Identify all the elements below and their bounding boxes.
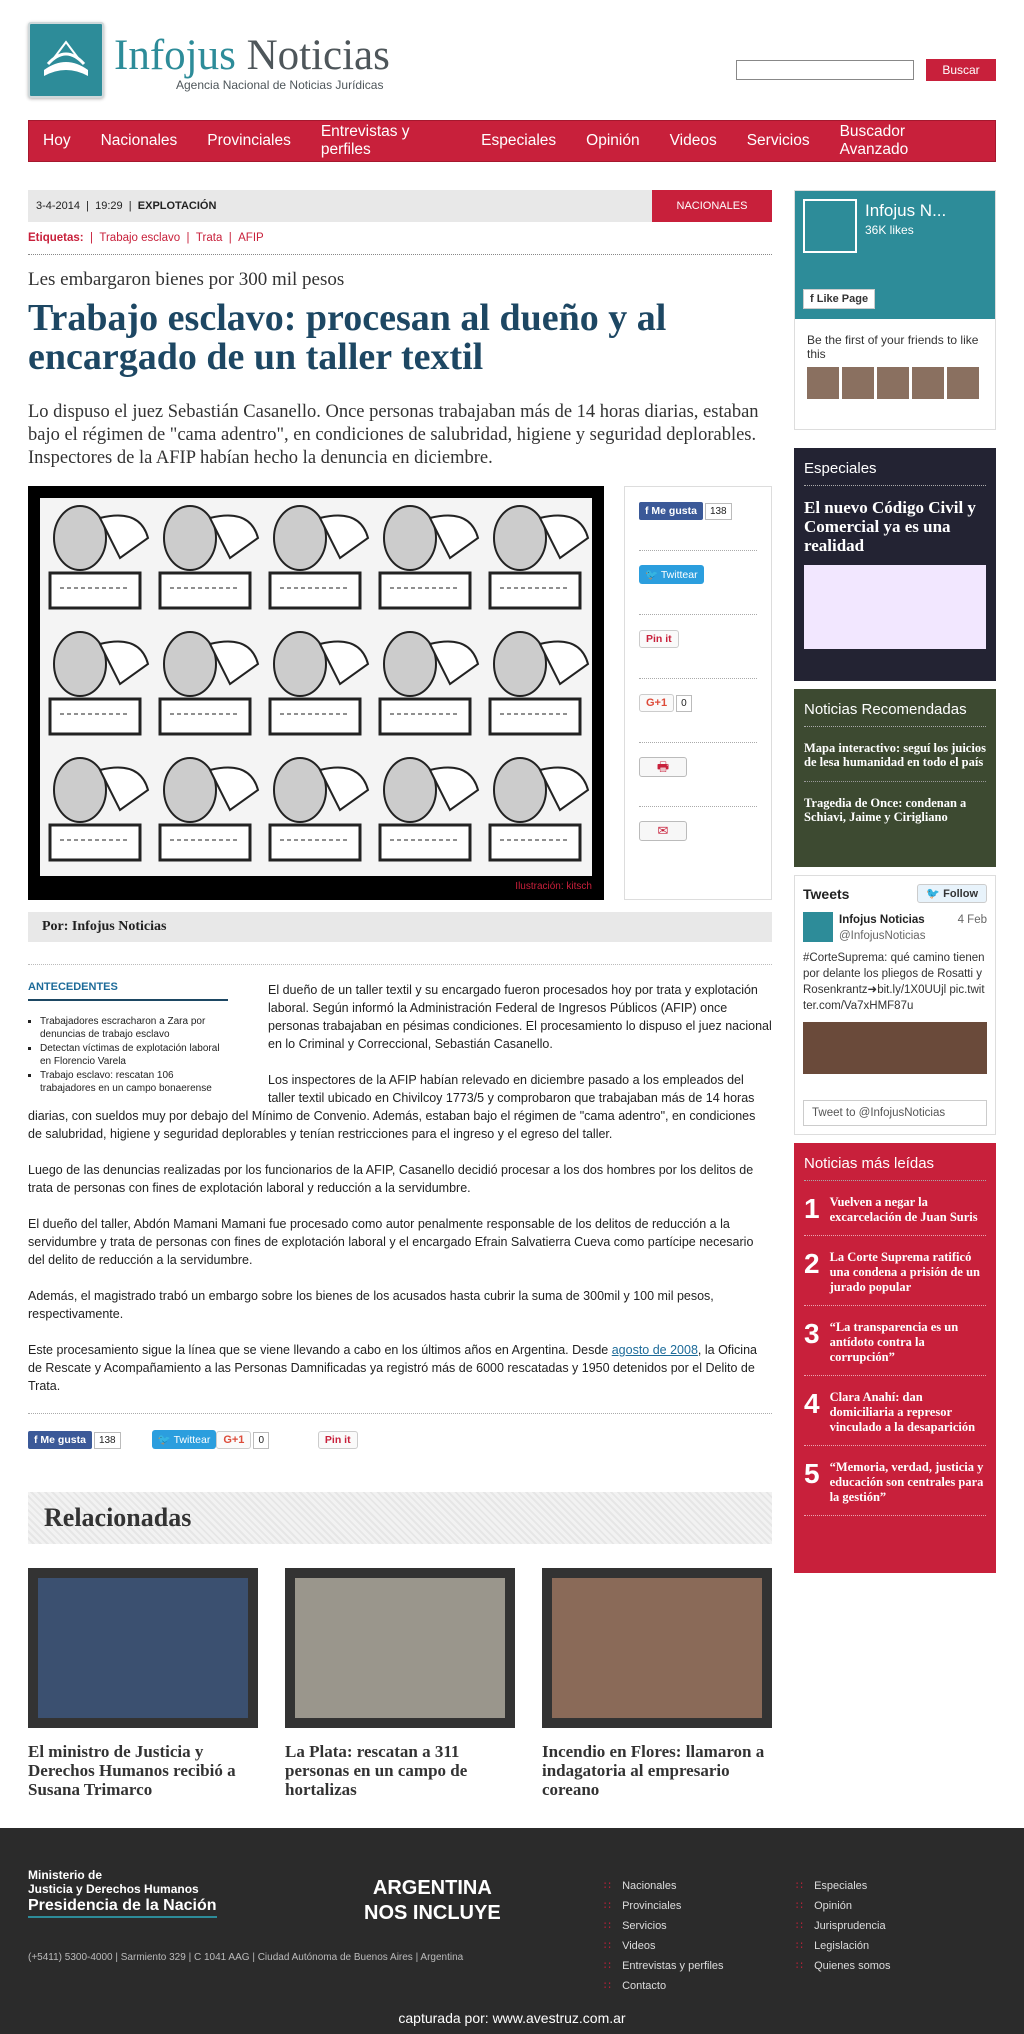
tag-link[interactable]: Trabajo esclavo <box>99 232 181 244</box>
share-column <box>624 486 772 900</box>
logo-book-icon[interactable] <box>28 22 104 98</box>
especiales-link[interactable]: El nuevo Código Civil y Comercial ya es una realidad <box>804 498 976 555</box>
footer-link[interactable]: ∷ Contacto <box>604 1976 724 1996</box>
rank-number: 2 <box>804 1248 820 1279</box>
footer-link[interactable]: ∷ Entrevistas y perfiles <box>604 1956 724 1976</box>
footer-link[interactable]: ∷ Opinión <box>796 1896 891 1916</box>
tags: Etiquetas: | Trabajo esclavo | Trata | AFIP <box>28 232 772 255</box>
article-media <box>28 486 772 902</box>
mas-leida-title: Clara Anahí: dan domiciliaria a represor vinculado a la desaparición <box>829 1390 976 1434</box>
tag-link[interactable]: AFIP <box>238 232 264 244</box>
especiales-image[interactable] <box>804 565 986 649</box>
nav-item[interactable]: Buscador Avanzado <box>839 123 909 158</box>
tweet-button[interactable]: 🐦 Twittear <box>639 565 704 584</box>
tweet-text: #CorteSuprema: qué camino tienen por delante los pliegos de Rosatti y Rosenkrantz➜bit.ly/1X0UUjl pic.twitter.com/Va7xHMF87u <box>803 952 985 1012</box>
capture-credit: capturada por: www.avestruz.com.ar <box>398 2010 626 2026</box>
twitter-follow-button[interactable]: 🐦 Follow <box>917 884 987 903</box>
twitter-widget <box>794 875 996 1135</box>
mas-leida-item[interactable] <box>804 1250 986 1306</box>
fb-friends-text: Be the first of your friends to like this <box>807 333 979 361</box>
footer-argentina-logo: ARGENTINA NOS INCLUYE <box>364 1877 501 1924</box>
article <box>28 190 772 1446</box>
footer-links <box>604 1876 724 1996</box>
footer-link[interactable]: ∷ Servicios <box>604 1916 724 1936</box>
fb-like-count: 36K likes <box>865 223 914 237</box>
mas-leida-item[interactable] <box>804 1390 986 1446</box>
paragraph: Luego de las denuncias realizadas por los funcionarios de la AFIP, Casanello decidió procesar a los dos hombres por los delitos de trata de personas con fines de explotación laboral y reducción a la servidumbre. <box>28 1163 754 1195</box>
pinterest-button[interactable]: Pin it <box>318 1431 358 1449</box>
rank-number: 3 <box>804 1318 820 1349</box>
article-kicker: Les embargaron bienes por 300 mil pesos <box>28 269 345 290</box>
related-item[interactable]: El ministro de Justicia y Derechos Humanos recibió a Susana Trimarco <box>28 1568 258 1799</box>
recomendadas-box <box>794 689 996 867</box>
nav-item[interactable]: Opinión <box>586 132 640 149</box>
facebook-like-button[interactable]: f Me gusta <box>639 502 703 520</box>
like-count: 138 <box>705 503 732 520</box>
footer-ministry-logo[interactable]: Ministerio de Justicia y Derechos Humanos Presidencia de la Nación <box>28 1868 217 1918</box>
related-item[interactable]: La Plata: rescatan a 311 personas en un campo de hortalizas <box>285 1568 515 1799</box>
article-lead: Lo dispuso el juez Sebastián Casanello. Once personas trabajaban más de 14 horas diarias, estaban bajo el régimen de "cama adentro", en condiciones de salubridad, higiene y seguridad deplorables. Inspectores de la AFIP habían hecho la denuncia en diciembre. <box>28 402 759 468</box>
photo-credit: Ilustración: kitsch <box>515 881 592 892</box>
pinterest-button[interactable]: Pin it <box>639 630 679 648</box>
plus-count: 0 <box>676 695 692 712</box>
facebook-widget <box>794 190 996 430</box>
nav-item[interactable]: Provinciales <box>207 132 291 149</box>
paragraph: Además, el magistrado trabó un embargo sobre los bienes de los acusados hasta cubrir la suma de 300mil y 100 mil pesos, respectivamente. <box>28 1289 714 1321</box>
footer-link[interactable]: ∷ Especiales <box>796 1876 891 1896</box>
footer-link[interactable]: ∷ Quienes somos <box>796 1956 891 1976</box>
antecedente-link[interactable]: ▪ Trabajadores escracharon a Zara por denuncias de trabajo esclavo <box>40 1015 228 1041</box>
site-header <box>28 22 996 102</box>
fb-page-name[interactable]: Infojus N... <box>865 201 947 220</box>
nav-item[interactable]: Especiales <box>481 132 557 149</box>
share-bar-bottom: f Me gusta 138 🐦 Twittear G+1 0 Pin it <box>28 1413 772 1437</box>
antecedente-link[interactable]: ▪ Detectan víctimas de explotación laboral en Florencio Varela <box>40 1042 228 1068</box>
tweet-input[interactable]: Tweet to @InfojusNoticias <box>803 1100 987 1126</box>
main-nav <box>28 120 996 162</box>
site-logo[interactable]: Infojus Noticias <box>114 32 390 79</box>
mas-leidas-box <box>794 1143 996 1573</box>
footer-link[interactable]: ∷ Legislación <box>796 1936 891 1956</box>
byline: Por: Infojus Noticias <box>28 912 772 942</box>
nav-item[interactable]: Nacionales <box>100 132 178 149</box>
article-category[interactable]: EXPLOTACIÓN <box>137 200 217 212</box>
search-input[interactable] <box>736 60 914 80</box>
article-time: 19:29 <box>95 200 123 212</box>
article-body <box>28 964 772 1446</box>
paragraph: El dueño del taller, Abdón Mamani Mamani fue procesado como autor penalmente responsable de los delitos de reducción a la servidumbre y trata de personas con fines de explotación laboral y el encargado Efrain Salvatierra Cueva como partícipe necesario del delito de reducción a la servidumbre. <box>28 1217 754 1267</box>
recomendadas-heading: Noticias Recomendadas <box>804 701 986 727</box>
related-item[interactable]: Incendio en Flores: llamaron a indagatoria al empresario coreano <box>542 1568 772 1799</box>
paragraph: Los inspectores de la AFIP habían relevado en diciembre pasado a los empleados del taller textil ubicado en Chivilcoy 1773/5 y comprobaron que trabajaban más de 14 horas diarias, con sueldos muy por debajo del Mínimo de Convenio. Además, estaban bajo el régimen de "cama adentro", en condiciones de salubridad, higiene y seguridad deplorables y tenían restricciones para el ingreso y el egreso del taller. <box>28 1073 756 1141</box>
mas-leida-title: Vuelven a negar la excarcelación de Juan Suris <box>829 1195 978 1224</box>
nav-item[interactable]: Hoy <box>43 132 71 149</box>
fb-avatar <box>803 199 857 253</box>
section-badge[interactable]: NACIONALES <box>652 190 772 222</box>
especiales-heading: Especiales <box>804 460 986 486</box>
paragraph: Este procesamiento sigue la línea que se viene llevando a cabo en los últimos años en Argentina. Desde agosto de 2008, la Oficina de Rescate y Acompañamiento a las Personas Damnificadas ya registró más de 6000 rescatadas y 1950 detenidos por el Delito de Trata. <box>28 1343 757 1393</box>
paragraph: El dueño de un taller textil y su encargado fueron procesados hoy por trata y explotación laboral. Según informó la Administración Federal de Ingresos Públicos (AFIP) once personas trabajaban en pésimas condiciones. El procesamiento lo dispuso el juez nacional en lo Criminal y Correccional, Sebastián Casanello. <box>268 983 772 1051</box>
recomendada-link[interactable]: Mapa interactivo: seguí los juicios de lesa humanidad en todo el país <box>804 741 986 782</box>
mas-leida-item[interactable] <box>804 1195 986 1236</box>
article-meta: 3-4-2014 | 19:29 | EXPLOTACIÓN NACIONALES <box>28 190 772 222</box>
google-plus-button[interactable]: G+1 <box>216 1431 251 1449</box>
nav-item[interactable]: Videos <box>669 132 717 149</box>
mas-leida-title: “La transparencia es un antídoto contra la corrupción” <box>829 1320 959 1364</box>
footer-link[interactable]: ∷ Provinciales <box>604 1896 724 1916</box>
footer-link[interactable]: ∷ Jurisprudencia <box>796 1916 891 1936</box>
sidebar <box>794 190 996 1573</box>
article-date: 3-4-2014 <box>36 200 81 212</box>
related-heading: Relacionadas <box>28 1492 772 1544</box>
search-button[interactable]: Buscar <box>926 59 996 81</box>
antecedentes-box <box>28 981 228 1096</box>
rank-number: 1 <box>804 1193 820 1224</box>
site-footer <box>0 1828 1024 2034</box>
rank-number: 5 <box>804 1458 820 1489</box>
article-illustration <box>28 486 604 900</box>
tweet-button[interactable]: 🐦 Twittear <box>152 1430 217 1449</box>
email-icon[interactable]: ✉ <box>639 821 687 841</box>
tweet-avatar <box>803 912 833 942</box>
nav-item[interactable]: Servicios <box>746 132 810 149</box>
recomendada-link[interactable]: Tragedia de Once: condenan a Schiavi, Jaime y Cirigliano <box>804 796 967 824</box>
mas-leida-item[interactable] <box>804 1460 986 1516</box>
rank-number: 4 <box>804 1388 820 1419</box>
print-icon[interactable]: 🖶 <box>639 757 687 777</box>
tweet: Infojus Noticias @InfojusNoticias 4 Feb #CorteSuprema: qué camino tienen por delante los pliegos de Rosatti y Rosenkrantz➜bit.ly/1X0UUjl pic.twitter.com/Va7xHMF87u <box>795 912 995 1074</box>
mas-leida-title: La Corte Suprema ratificó una condena a prisión de un jurado popular <box>829 1250 980 1294</box>
especiales-box <box>794 448 996 681</box>
nav-item[interactable]: Entrevistas y perfiles <box>320 123 410 158</box>
facebook-like-button[interactable]: f Me gusta <box>28 1431 92 1449</box>
footer-link[interactable]: ∷ Videos <box>604 1936 724 1956</box>
fb-like-page-button[interactable]: f Like Page <box>803 289 875 309</box>
tag-link[interactable]: Trata <box>195 232 223 244</box>
tweets-heading: Tweets <box>803 886 850 902</box>
google-plus-button[interactable]: G+1 <box>639 694 674 712</box>
footer-address: (+5411) 5300-4000 | Sarmiento 329 | C 1041 AAG | Ciudad Autónoma de Buenos Aires | Argentina <box>28 1952 464 1963</box>
article-title: Trabajo esclavo: procesan al dueño y al encargado de un taller textil <box>28 297 667 378</box>
antecedentes-title: ANTECEDENTES <box>28 981 228 1001</box>
footer-links <box>796 1876 891 1976</box>
site-tagline: Agencia Nacional de Noticias Jurídicas <box>176 78 384 92</box>
footer-link[interactable]: ∷ Nacionales <box>604 1876 724 1896</box>
mas-leida-title: “Memoria, verdad, justicia y educación son centrales para la gestión” <box>829 1460 984 1504</box>
fb-friend-avatars <box>795 367 995 399</box>
mas-leidas-heading: Noticias más leídas <box>804 1155 986 1181</box>
antecedente-link[interactable]: ▪ Trabajo esclavo: rescatan 106 trabajadores en un campo bonaerense <box>40 1069 228 1095</box>
inline-link[interactable]: agosto de 2008 <box>611 1343 698 1357</box>
mas-leida-item[interactable] <box>804 1320 986 1376</box>
tweet-image[interactable] <box>803 1022 987 1074</box>
